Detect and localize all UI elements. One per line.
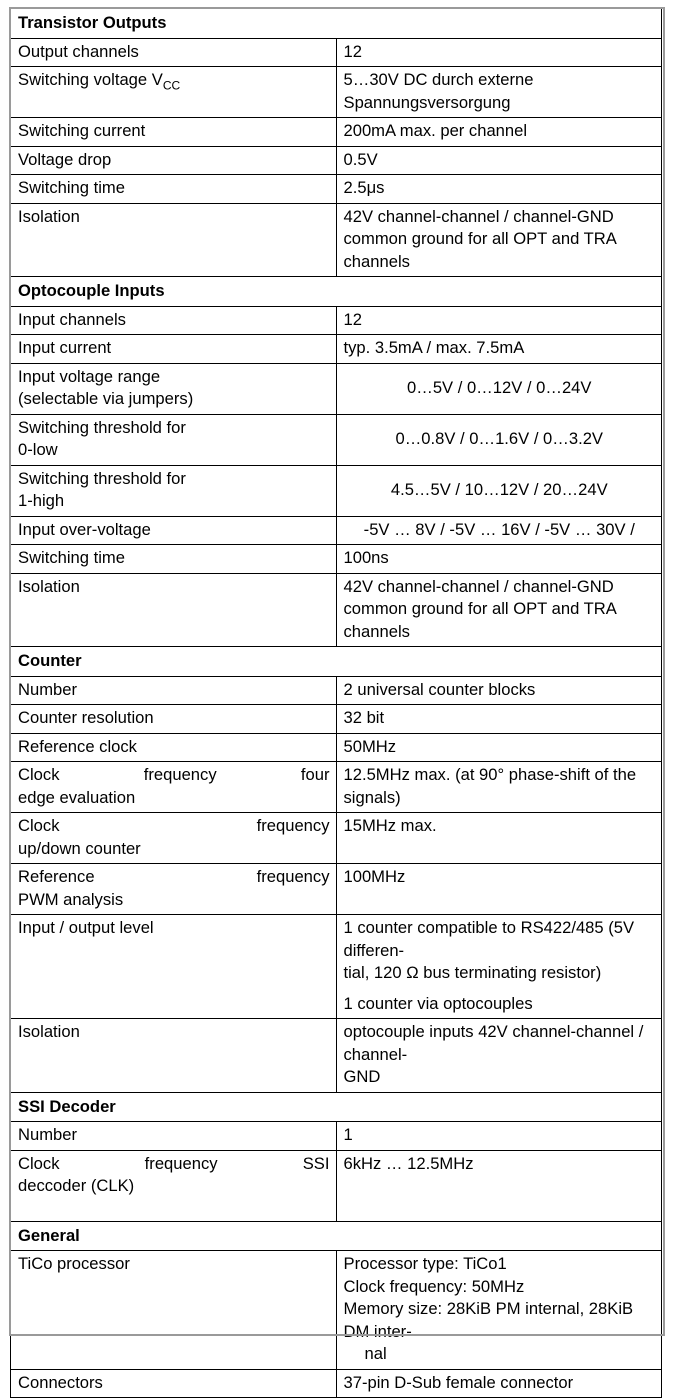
spec-value: [336, 545, 662, 574]
section-title: Optocouple Inputs: [11, 277, 662, 307]
spec-value: [336, 1369, 662, 1398]
spec-value: [336, 203, 662, 277]
spec-label-text: Switching voltage V: [18, 70, 163, 89]
spec-row: [11, 1251, 662, 1370]
spec-value-line: 0…5V / 0…12V / 0…24V: [407, 377, 592, 397]
spec-row: [11, 516, 662, 545]
spec-row: [11, 203, 662, 277]
spec-row: [11, 67, 662, 118]
spec-row: [11, 573, 662, 647]
spec-label: [11, 118, 337, 147]
spec-value: [336, 414, 662, 465]
spec-value-line: 100ns: [343, 548, 389, 567]
spec-value: [336, 915, 662, 1019]
spec-label-line: 0-low: [18, 440, 58, 459]
spec-row: [11, 1019, 662, 1093]
section-header-row: [11, 1221, 662, 1251]
spec-value-line: 15MHz max.: [343, 816, 437, 835]
spec-row: [11, 762, 662, 813]
spec-label-line: Input channels: [18, 309, 126, 329]
section-title: Counter: [11, 647, 662, 677]
spec-value-line: 2 universal counter blocks: [343, 679, 536, 699]
spec-value: [336, 1122, 662, 1151]
spec-value-line: 0…0.8V / 0…1.6V / 0…3.2V: [395, 428, 604, 448]
spec-value: [336, 573, 662, 647]
spec-label-line: Connectors: [18, 1372, 103, 1392]
spec-value-line: optocouple inputs 42V channel-channel / channel-: [343, 1022, 644, 1064]
spec-value: [336, 733, 662, 762]
spec-label-line: Input over-voltage: [18, 519, 151, 539]
spec-label-line: PWM analysis: [18, 889, 124, 909]
spec-label: [11, 762, 337, 813]
section-header-row: [11, 1092, 662, 1122]
spec-row: [11, 1369, 662, 1398]
spec-label: [11, 676, 337, 705]
spec-value-line: 42V channel-channel / channel-GND: [343, 576, 614, 596]
spec-value-line: 200mA max. per channel: [343, 121, 528, 140]
spec-value-line: Processor type: TiCo1: [343, 1254, 507, 1273]
spec-value-line: 2.5μs: [343, 178, 385, 197]
section-title: Transistor Outputs: [11, 9, 662, 39]
spec-value-line: 12: [343, 41, 362, 61]
section-title: General: [11, 1221, 662, 1251]
spec-value-line: 100MHz: [343, 867, 406, 886]
spec-label-line: TiCo processor: [18, 1254, 130, 1273]
spec-label: [11, 67, 337, 118]
spec-value-line: Clock frequency: 50MHz: [343, 1276, 525, 1296]
spec-label-line: Reference clock: [18, 736, 137, 756]
spec-value-line: 1: [343, 1125, 353, 1144]
spec-label-line: Clock frequency SSI: [18, 1153, 330, 1173]
spec-label-line: Input current: [18, 338, 112, 357]
spec-row: [11, 175, 662, 204]
spec-label: [11, 335, 337, 364]
spec-label: [11, 414, 337, 465]
spec-row: [11, 38, 662, 67]
spec-value: [336, 1019, 662, 1093]
spec-row: [11, 363, 662, 414]
spec-value-line: 50MHz: [343, 736, 397, 756]
spec-label-line: Switching threshold for: [18, 468, 186, 488]
spec-value: [336, 363, 662, 414]
spec-label-line: Number: [18, 679, 78, 699]
spec-label-line: Isolation: [18, 206, 80, 226]
spec-label-line: (selectable via jumpers): [18, 389, 194, 408]
section-header-row: [11, 277, 662, 307]
spec-label-line: Isolation: [18, 1022, 80, 1041]
spec-label: [11, 306, 337, 335]
spec-label-line: edge evaluation: [18, 787, 136, 807]
spec-label: [11, 705, 337, 734]
spec-value-line: 6kHz … 12.5MHz: [343, 1153, 474, 1173]
spec-value-line: typ. 3.5mA / max. 7.5mA: [343, 338, 525, 357]
spec-value-note: 1 counter via optocouples: [343, 993, 533, 1013]
spec-row: [11, 705, 662, 734]
spec-row: [11, 676, 662, 705]
spec-label-line: up/down counter: [18, 838, 141, 858]
spec-value-line: 1 counter compatible to RS422/485 (5V differen-: [343, 918, 635, 960]
spec-value-line: 12: [343, 309, 362, 329]
spec-label-line: Input voltage range: [18, 366, 161, 386]
spec-label-line: Switching threshold for: [18, 417, 186, 437]
spec-value-line: 32 bit: [343, 708, 385, 727]
spec-value: [336, 864, 662, 915]
spec-value-line: tial, 120 Ω bus terminating resistor): [343, 963, 602, 982]
spec-value: [336, 1150, 662, 1221]
spec-row: [11, 813, 662, 864]
spec-label: [11, 465, 337, 516]
spec-table-container: [10, 8, 662, 1398]
spec-value-line: 0.5V: [343, 149, 378, 169]
spec-value-line: GND: [343, 1067, 381, 1086]
spec-label-line: Isolation: [18, 576, 80, 596]
spec-label: [11, 516, 337, 545]
spec-value-line: 12.5MHz max. (at 90° phase-shift of the signals): [343, 765, 637, 807]
spec-row: [11, 414, 662, 465]
spec-value: [336, 676, 662, 705]
spec-label: [11, 573, 337, 647]
spec-label: [11, 915, 337, 1019]
spec-label: [11, 38, 337, 67]
spec-value: [336, 705, 662, 734]
section-header-row: [11, 647, 662, 677]
spec-label: [11, 1150, 337, 1221]
spec-value: [336, 175, 662, 204]
spec-row: [11, 1122, 662, 1151]
spec-label-line: Voltage drop: [18, 149, 112, 169]
spec-value: [336, 306, 662, 335]
spec-label: [11, 203, 337, 277]
spec-row: [11, 335, 662, 364]
spec-value-line: 42V channel-channel / channel-GND: [343, 206, 614, 226]
spec-value: [336, 762, 662, 813]
spec-row: [11, 118, 662, 147]
spec-label: [11, 175, 337, 204]
spec-label: [11, 1251, 337, 1370]
spec-value: [336, 516, 662, 545]
spec-value: [336, 118, 662, 147]
spec-value-line: 4.5…5V / 10…12V / 20…24V: [390, 479, 608, 499]
spec-value-indent: nal: [364, 1344, 387, 1363]
spec-row: [11, 864, 662, 915]
spec-label-line: Output channels: [18, 41, 139, 61]
spec-value: [336, 1251, 662, 1370]
spec-label: [11, 1019, 337, 1093]
section-header-row: [11, 9, 662, 39]
spec-label-line: Number: [18, 1125, 78, 1144]
spec-label-line: Clock frequency: [18, 816, 330, 835]
spec-table: [10, 8, 662, 1398]
spec-label-line: Reference frequency: [18, 867, 330, 886]
spec-value: [336, 813, 662, 864]
spec-label: [11, 813, 337, 864]
spec-row: [11, 306, 662, 335]
spec-label-line: deccoder (CLK): [18, 1176, 135, 1195]
spec-row: [11, 465, 662, 516]
spec-row: [11, 733, 662, 762]
spec-label: [11, 733, 337, 762]
spec-label-line: Counter resolution: [18, 708, 154, 727]
spec-value-line: -5V … 8V / -5V … 16V / -5V … 30V /: [363, 519, 635, 539]
spec-value-line: common ground for all OPT and TRA channels: [343, 229, 616, 271]
spec-value-line: 37-pin D-Sub female connector: [343, 1372, 574, 1392]
spec-value: [336, 146, 662, 175]
spec-row: [11, 915, 662, 1019]
spec-label-line: Switching time: [18, 548, 125, 567]
spec-label: [11, 1369, 337, 1398]
spec-row: [11, 545, 662, 574]
spec-label: [11, 1122, 337, 1151]
spec-value: [336, 67, 662, 118]
spec-label-line: Input / output level: [18, 918, 154, 937]
section-title: SSI Decoder: [11, 1092, 662, 1122]
spec-row: [11, 1150, 662, 1221]
spec-label: [11, 363, 337, 414]
spec-label: [11, 864, 337, 915]
spec-label: [11, 545, 337, 574]
spec-value-line: 5…30V DC durch externe Spannungsversorgung: [343, 70, 534, 112]
spec-label-subscript: CC: [162, 78, 181, 93]
spec-value: [336, 335, 662, 364]
spec-label-line: Switching current: [18, 121, 146, 140]
spec-value: [336, 38, 662, 67]
spec-label-line: 1-high: [18, 491, 65, 510]
spec-value: [336, 465, 662, 516]
spec-value-line: Memory size: 28KiB PM internal, 28KiB DM inter-: [343, 1299, 634, 1341]
spec-value-line: common ground for all OPT and TRA channels: [343, 599, 616, 641]
spec-label: [11, 146, 337, 175]
spec-label-line: Clock frequency four: [18, 765, 330, 784]
spec-label-line: Switching time: [18, 178, 125, 197]
spec-row: [11, 146, 662, 175]
